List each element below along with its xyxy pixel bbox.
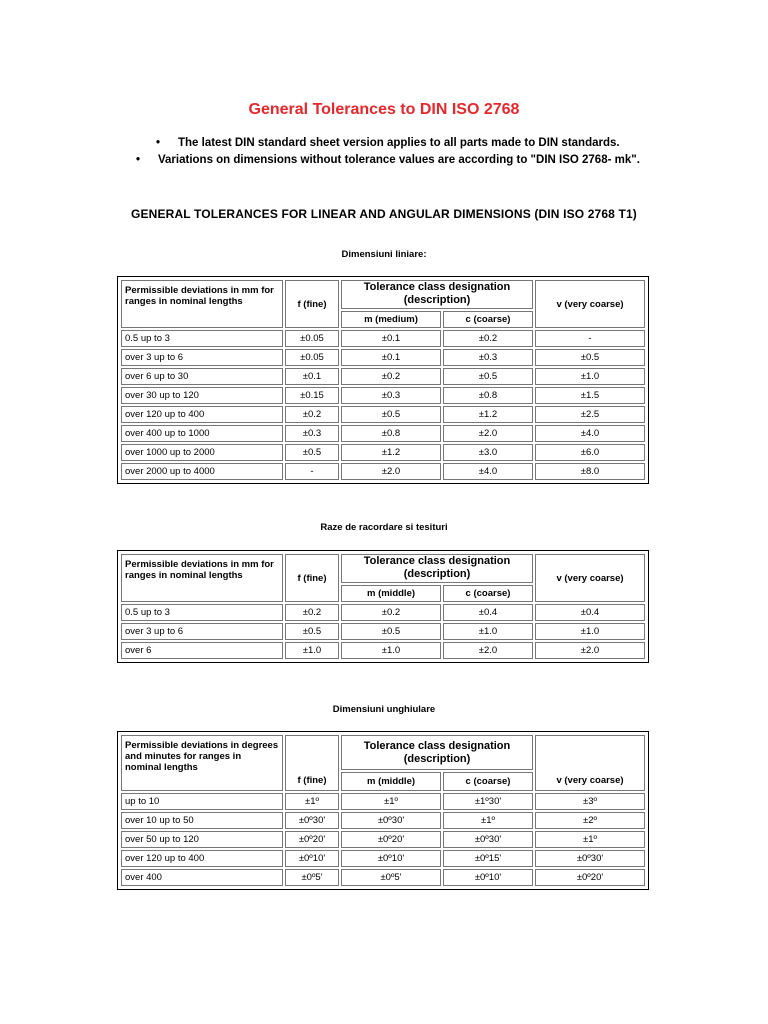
header-fine: f (fine) <box>285 735 339 791</box>
fine-cell: ±1.0 <box>285 642 339 659</box>
page-title: General Tolerances to DIN ISO 2768 <box>248 101 520 118</box>
header-range: Permissible deviations in mm for ranges in nominal lengths <box>121 554 283 602</box>
table-row <box>121 387 645 404</box>
coarse-cell: ±0º30' <box>443 831 533 848</box>
very-coarse-cell: ±0º30' <box>535 850 645 867</box>
header-fine: f (fine) <box>285 280 339 328</box>
medium-cell: ±1º <box>341 793 441 810</box>
table-row <box>121 349 645 366</box>
medium-cell: ±0º10' <box>341 850 441 867</box>
medium-cell: ±1.0 <box>341 642 441 659</box>
table-row <box>121 831 645 848</box>
fine-cell: ±0.5 <box>285 444 339 461</box>
coarse-cell: ±0.8 <box>443 387 533 404</box>
tolerance-table-linear <box>117 276 649 484</box>
table-caption-linear: Dimensiuni liniare: <box>341 249 427 260</box>
fine-cell: ±0.05 <box>285 349 339 366</box>
range-cell: over 2000 up to 4000 <box>121 463 283 480</box>
note-item: • Variations on dimensions without tolerance values are according to "DIN ISO 2768- mk". <box>120 152 740 169</box>
coarse-cell: ±0.5 <box>443 368 533 385</box>
fine-cell: ±0º20' <box>285 831 339 848</box>
header-range: Permissible deviations in degrees and minutes for ranges in nominal lengths <box>121 735 283 791</box>
section-heading: GENERAL TOLERANCES FOR LINEAR AND ANGULAR DIMENSIONS (DIN ISO 2768 T1) <box>131 207 637 221</box>
fine-cell: ±0º5' <box>285 869 339 886</box>
fine-cell: - <box>285 463 339 480</box>
coarse-cell: ±0º10' <box>443 869 533 886</box>
table-row <box>121 812 645 829</box>
range-cell: over 3 up to 6 <box>121 623 283 640</box>
table-row <box>121 425 645 442</box>
very-coarse-cell: ±2.0 <box>535 642 645 659</box>
table-row <box>121 604 645 621</box>
medium-cell: ±0.8 <box>341 425 441 442</box>
range-cell: over 400 up to 1000 <box>121 425 283 442</box>
header-middle: m (middle) <box>341 772 441 791</box>
header-coarse: c (coarse) <box>443 311 533 328</box>
medium-cell: ±0.2 <box>341 604 441 621</box>
medium-cell: ±0º5' <box>341 869 441 886</box>
coarse-cell: ±1º30' <box>443 793 533 810</box>
table-row <box>121 623 645 640</box>
header-middle: m (middle) <box>341 585 441 602</box>
very-coarse-cell: ±1.0 <box>535 368 645 385</box>
very-coarse-cell: ±2º <box>535 812 645 829</box>
medium-cell: ±0.1 <box>341 330 441 347</box>
coarse-cell: ±0.3 <box>443 349 533 366</box>
very-coarse-cell: ±8.0 <box>535 463 645 480</box>
range-cell: over 6 <box>121 642 283 659</box>
header-very-coarse: v (very coarse) <box>535 280 645 328</box>
coarse-cell: ±0º15' <box>443 850 533 867</box>
table-row <box>121 368 645 385</box>
range-cell: over 10 up to 50 <box>121 812 283 829</box>
medium-cell: ±0.2 <box>341 368 441 385</box>
fine-cell: ±0.05 <box>285 330 339 347</box>
note-item: • The latest DIN standard sheet version applies to all parts made to DIN standards. <box>120 135 740 152</box>
range-cell: over 50 up to 120 <box>121 831 283 848</box>
table-row <box>121 406 645 423</box>
fine-cell: ±0º10' <box>285 850 339 867</box>
fine-cell: ±0.2 <box>285 604 339 621</box>
table-row <box>121 869 645 886</box>
coarse-cell: ±1.0 <box>443 623 533 640</box>
coarse-cell: ±3.0 <box>443 444 533 461</box>
medium-cell: ±0.5 <box>341 623 441 640</box>
fine-cell: ±0.15 <box>285 387 339 404</box>
range-cell: over 120 up to 400 <box>121 406 283 423</box>
very-coarse-cell: ±3º <box>535 793 645 810</box>
range-cell: 0.5 up to 3 <box>121 330 283 347</box>
header-fine: f (fine) <box>285 554 339 602</box>
medium-cell: ±0º20' <box>341 831 441 848</box>
range-cell: up to 10 <box>121 793 283 810</box>
medium-cell: ±0.1 <box>341 349 441 366</box>
very-coarse-cell: ±1º <box>535 831 645 848</box>
notes-list <box>120 135 740 169</box>
fine-cell: ±1º <box>285 793 339 810</box>
very-coarse-cell: ±1.0 <box>535 623 645 640</box>
table-row <box>121 793 645 810</box>
medium-cell: ±1.2 <box>341 444 441 461</box>
very-coarse-cell: ±1.5 <box>535 387 645 404</box>
very-coarse-cell: ±4.0 <box>535 425 645 442</box>
table-row <box>121 444 645 461</box>
header-very-coarse: v (very coarse) <box>535 735 645 791</box>
very-coarse-cell: ±0º20' <box>535 869 645 886</box>
range-cell: over 120 up to 400 <box>121 850 283 867</box>
coarse-cell: ±0.4 <box>443 604 533 621</box>
very-coarse-cell: ±0.5 <box>535 349 645 366</box>
medium-cell: ±0.3 <box>341 387 441 404</box>
table-row <box>121 642 645 659</box>
header-class: Tolerance class designation (description) <box>341 735 533 770</box>
fine-cell: ±0.2 <box>285 406 339 423</box>
header-medium: m (medium) <box>341 311 441 328</box>
coarse-cell: ±1º <box>443 812 533 829</box>
table-row <box>121 463 645 480</box>
fine-cell: ±0.3 <box>285 425 339 442</box>
header-class: Tolerance class designation (description) <box>341 554 533 583</box>
medium-cell: ±0.5 <box>341 406 441 423</box>
range-cell: over 400 <box>121 869 283 886</box>
coarse-cell: ±0.2 <box>443 330 533 347</box>
table-row <box>121 330 645 347</box>
range-cell: over 3 up to 6 <box>121 349 283 366</box>
table-row <box>121 850 645 867</box>
header-coarse: c (coarse) <box>443 585 533 602</box>
range-cell: over 30 up to 120 <box>121 387 283 404</box>
table-caption-radii: Raze de racordare si tesituri <box>320 522 448 533</box>
tolerance-table-angular <box>117 731 649 890</box>
range-cell: over 1000 up to 2000 <box>121 444 283 461</box>
very-coarse-cell: - <box>535 330 645 347</box>
header-class: Tolerance class designation (description) <box>341 280 533 309</box>
very-coarse-cell: ±0.4 <box>535 604 645 621</box>
coarse-cell: ±1.2 <box>443 406 533 423</box>
table-caption-angular: Dimensiuni unghiulare <box>332 704 436 715</box>
fine-cell: ±0.1 <box>285 368 339 385</box>
header-coarse: c (coarse) <box>443 772 533 791</box>
tolerance-table-radii <box>117 550 649 663</box>
fine-cell: ±0º30' <box>285 812 339 829</box>
very-coarse-cell: ±6.0 <box>535 444 645 461</box>
coarse-cell: ±2.0 <box>443 642 533 659</box>
header-very-coarse: v (very coarse) <box>535 554 645 602</box>
range-cell: 0.5 up to 3 <box>121 604 283 621</box>
range-cell: over 6 up to 30 <box>121 368 283 385</box>
coarse-cell: ±4.0 <box>443 463 533 480</box>
medium-cell: ±2.0 <box>341 463 441 480</box>
coarse-cell: ±2.0 <box>443 425 533 442</box>
very-coarse-cell: ±2.5 <box>535 406 645 423</box>
header-range: Permissible deviations in mm for ranges in nominal lengths <box>121 280 283 328</box>
medium-cell: ±0º30' <box>341 812 441 829</box>
fine-cell: ±0.5 <box>285 623 339 640</box>
